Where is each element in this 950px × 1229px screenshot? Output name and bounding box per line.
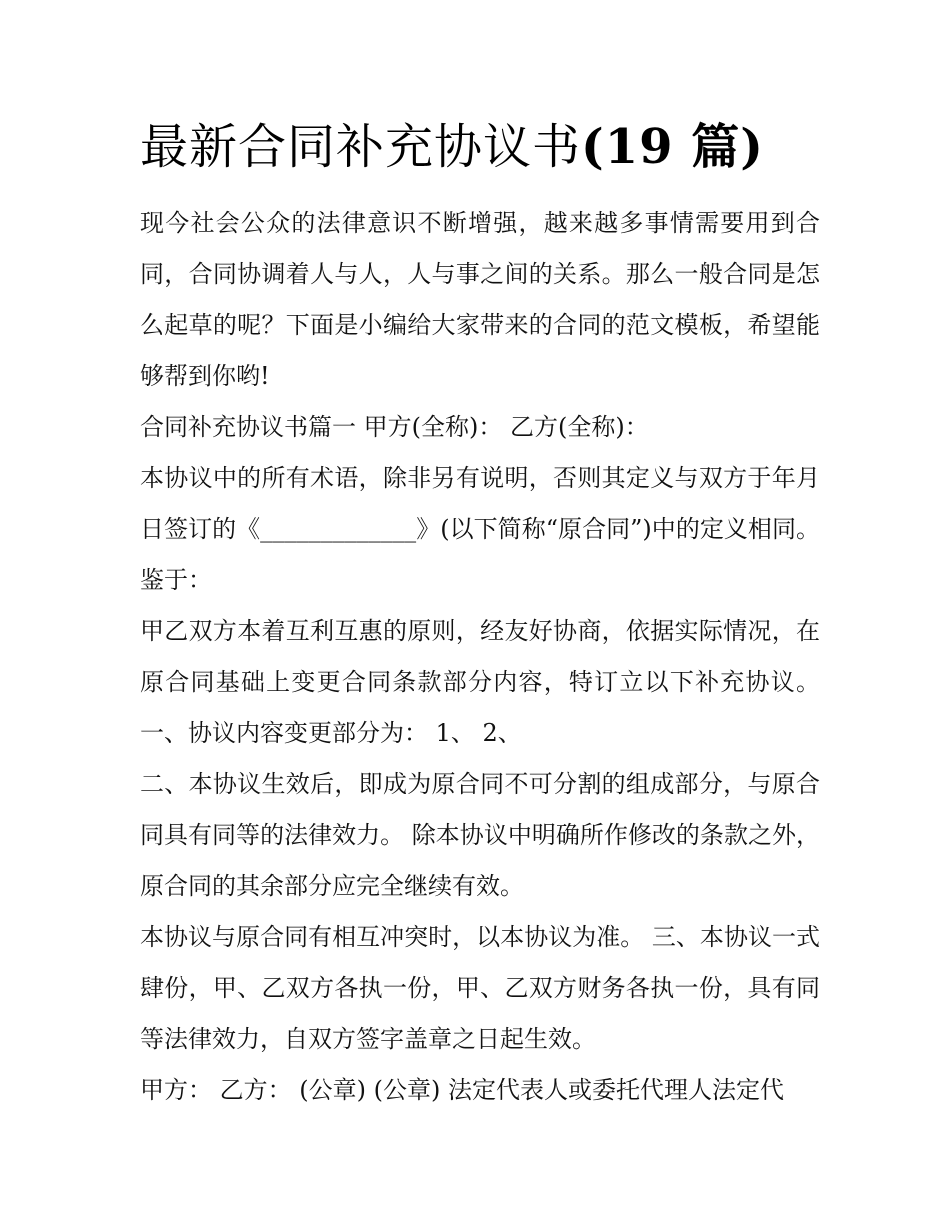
paragraph-intro: 现今社会公众的法律意识不断增强，越来越多事情需要用到合同，合同协调着人与人，人与事之间的关系。那么一般合同是怎么起草的呢？下面是小编给大家带来的合同的范文模板，希望能够帮到你哟! [140,209,820,390]
title-main: 最新合同补充协议书 [140,119,582,175]
document-title [140,112,764,182]
paragraph-clause-three: 本协议与原合同有相互冲突时，以本协议为准。 三、本协议一式肆份，甲、乙双方各执一份，甲、乙双方财务各执一份，具有同等法律效力，自双方签字盖章之日起生效。 [140,923,820,1053]
paragraph-signatures: 甲方： 乙方： (公章) (公章) 法定代表人或委托代理人法定代 [140,1076,784,1104]
title-rest: 篇) [673,119,764,175]
document-body [140,198,820,1116]
paragraph-clause-two: 二、本协议生效后，即成为原合同不可分割的组成部分，与原合同具有同等的法律效力。 除本协议中明确所作修改的条款之外，原合同的其余部分应完全继续有效。 [140,770,820,900]
paragraph-terms: 本协议中的所有术语，除非另有说明，否则其定义与双方于年月日签订的《_____________》(以下简称“原合同”)中的定义相同。 鉴于： [140,464,820,594]
paragraph-parties: 合同补充协议书篇一 甲方(全称)： 乙方(全称)： [140,413,649,441]
paragraph-recital: 甲乙双方本着互利互惠的原则，经友好协商，依据实际情况，在原合同基础上变更合同条款部分内容，特订立以下补充协议。 一、协议内容变更部分为： 1、 2、 [140,617,820,747]
title-count: 19 [604,119,674,175]
title-open-paren: ( [581,119,605,175]
